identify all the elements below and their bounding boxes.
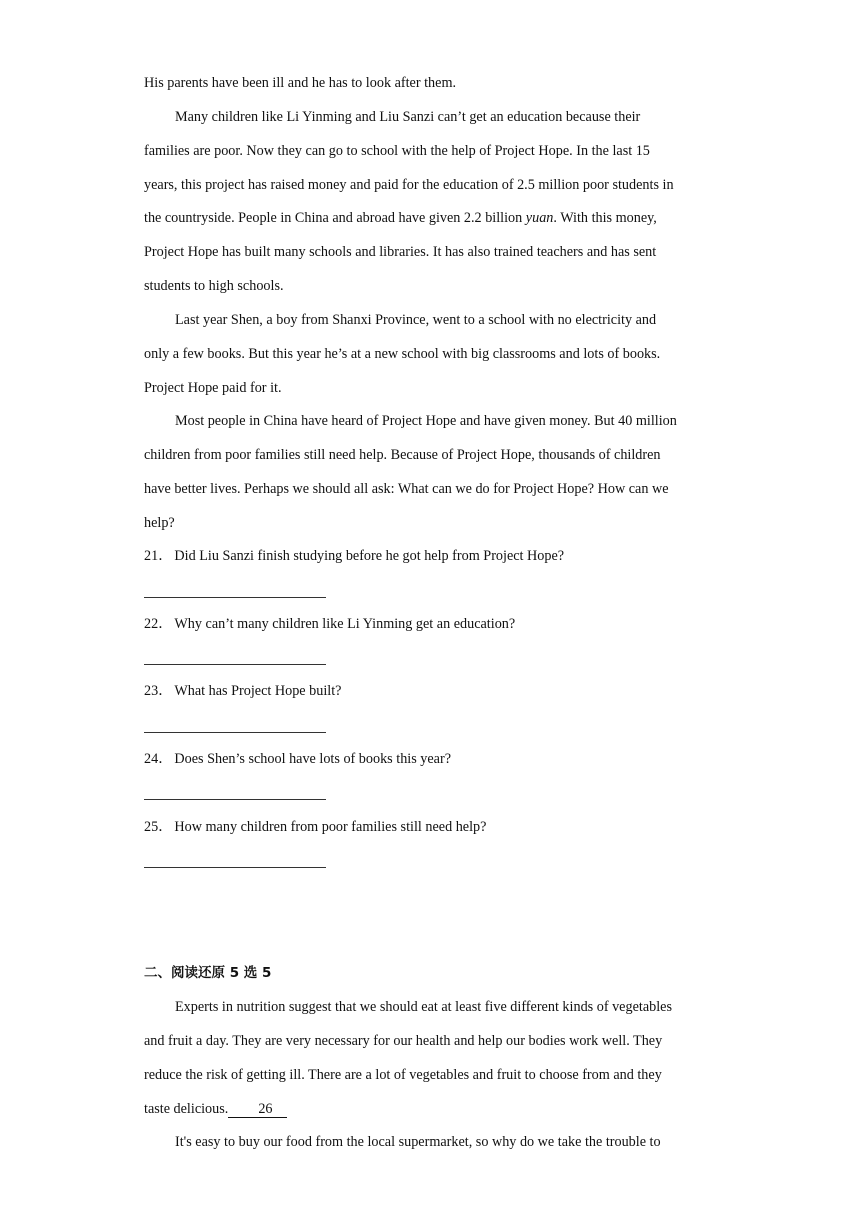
passage-line: Last year Shen, a boy from Shanxi Province, went to a school with no electricity and <box>175 312 657 328</box>
passage-line: students to high schools. <box>144 278 284 294</box>
question-number: 23． <box>144 683 173 699</box>
answer-line-24[interactable] <box>144 799 326 800</box>
question-text: Did Liu Sanzi finish studying before he got help from Project Hope? <box>174 548 565 564</box>
answer-line-23[interactable] <box>144 732 326 733</box>
passage-line <box>144 208 657 228</box>
question-25 <box>144 817 486 837</box>
blank-number: 26 <box>258 1101 273 1117</box>
passage-line: only a few books. But this year he’s at a new school with big classrooms and lots of books. <box>144 346 661 362</box>
question-22 <box>144 614 515 634</box>
question-number: 21． <box>144 548 173 564</box>
question-number: 22． <box>144 616 173 632</box>
passage-line: have better lives. Perhaps we should all ask: What can we do for Project Hope? How can we <box>144 481 669 497</box>
question-text: How many children from poor families still need help? <box>174 819 487 835</box>
section-title: 二、阅读还原 5 选 5 <box>144 965 272 981</box>
passage-line: Most people in China have heard of Project Hope and have given money. But 40 million <box>175 413 677 429</box>
question-number: 24． <box>144 751 173 767</box>
passage-line: and fruit a day. They are very necessary for our health and help our bodies work well. They <box>144 1033 663 1049</box>
passage-line: Many children like Li Yinming and Liu Sanzi can’t get an education because their <box>175 109 641 125</box>
question-number: 25． <box>144 819 173 835</box>
passage-line: years, this project has raised money and paid for the education of 2.5 million poor students in <box>144 177 674 193</box>
passage-line: Project Hope paid for it. <box>144 380 282 396</box>
passage-line: His parents have been ill and he has to look after them. <box>144 75 457 91</box>
passage-text: the countryside. People in China and abroad have given 2.2 billion <box>144 210 526 226</box>
question-text: What has Project Hope built? <box>174 683 342 699</box>
passage-line: reduce the risk of getting ill. There are a lot of vegetables and fruit to choose from and they <box>144 1067 662 1083</box>
passage-line: Experts in nutrition suggest that we should eat at least five different kinds of vegetables <box>175 999 672 1015</box>
question-text: Does Shen’s school have lots of books this year? <box>174 751 452 767</box>
answer-line-22[interactable] <box>144 664 326 665</box>
question-24 <box>144 749 451 769</box>
passage-line <box>144 1099 287 1119</box>
passage-line: children from poor families still need help. Because of Project Hope, thousands of children <box>144 447 661 463</box>
question-21 <box>144 546 564 566</box>
passage-line: Project Hope has built many schools and libraries. It has also trained teachers and has sent <box>144 244 657 260</box>
passage-line: It's easy to buy our food from the local supermarket, so why do we take the trouble to <box>175 1134 661 1150</box>
italic-word: yuan <box>525 210 554 226</box>
question-text: Why can’t many children like Li Yinming get an education? <box>174 616 516 632</box>
passage-line: families are poor. Now they can go to school with the help of Project Hope. In the last 15 <box>144 143 650 159</box>
question-23 <box>144 681 341 701</box>
passage-text: taste delicious. <box>144 1101 229 1117</box>
passage-text: . With this money, <box>553 210 657 226</box>
passage-line: help? <box>144 515 175 531</box>
answer-line-21[interactable] <box>144 597 326 598</box>
answer-line-25[interactable] <box>144 867 326 868</box>
blank-26[interactable] <box>228 1101 286 1118</box>
